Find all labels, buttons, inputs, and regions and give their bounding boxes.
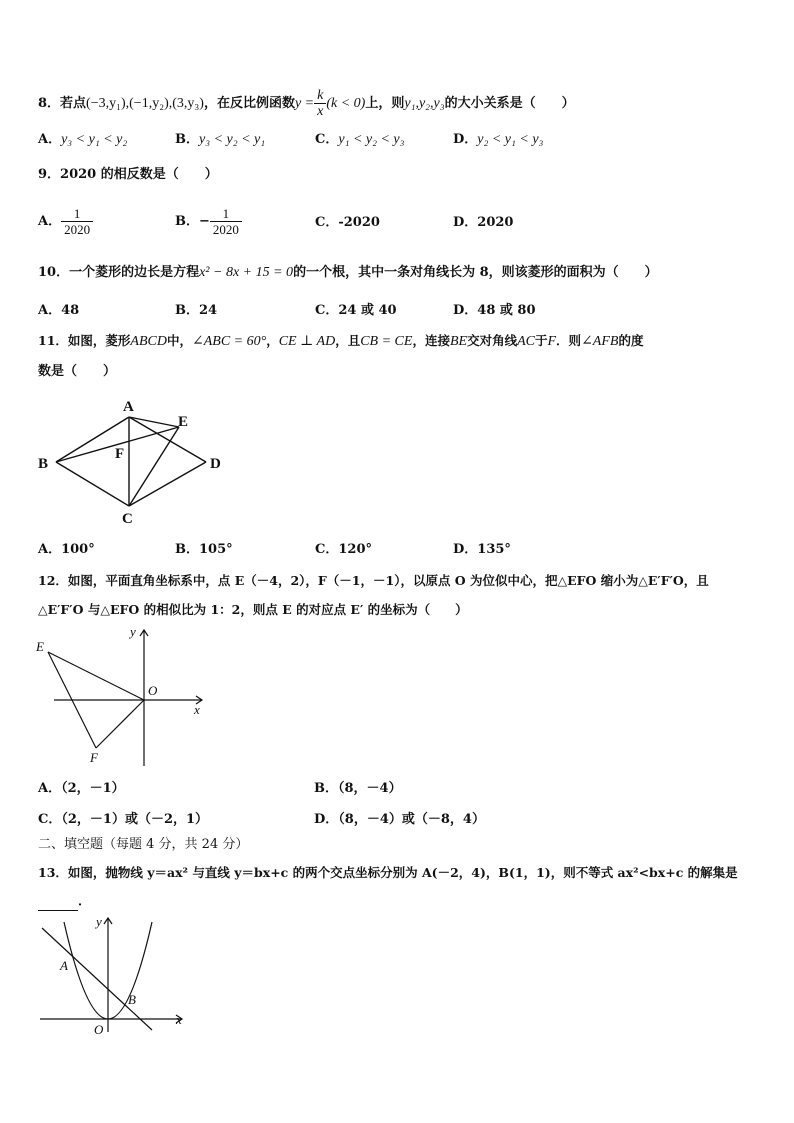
label-c: C <box>122 511 133 527</box>
q9-option-d <box>453 214 513 232</box>
q8-option-a <box>38 131 127 149</box>
label-x: x <box>176 1012 182 1027</box>
option-text: 48 <box>61 303 80 318</box>
option-text: 2020 <box>477 215 514 230</box>
q9-option-b-fraction <box>210 206 242 237</box>
label-f: F <box>90 750 98 765</box>
q11-math: ABCD <box>130 334 167 349</box>
q10-prefix: 10．一个菱形的边长是方程 <box>38 265 200 280</box>
q8-suffix: 上，则 <box>365 96 405 111</box>
option-text: 105° <box>199 542 233 557</box>
option-label: A． <box>38 303 62 318</box>
q11-text: 交对角线 <box>467 333 518 348</box>
q8-vars: y₁,y₂,y₃ <box>404 96 445 111</box>
option-text: （2，－1） <box>61 781 125 796</box>
section-title: 二、填空题（每题 4 分，共 24 分） <box>38 837 249 852</box>
q8-option-d <box>453 131 543 149</box>
option-expr: y₁ < y₂ < y₃ <box>338 132 405 147</box>
q9-option-c <box>315 214 380 232</box>
segment-dc <box>129 462 206 506</box>
q9-option-a-fraction <box>61 206 93 237</box>
q11-text: 11．如图，菱形 <box>38 333 131 348</box>
option-sign: − <box>199 214 210 229</box>
option-text: 24 <box>199 303 218 318</box>
q8-func-cond: (k < 0) <box>326 96 366 111</box>
option-label: D． <box>453 215 478 230</box>
q8-func-den: x <box>314 103 326 119</box>
q12-coordinate-figure <box>34 624 214 770</box>
option-label: B． <box>175 214 199 229</box>
label-f: F <box>115 446 125 462</box>
q11-rhombus-figure <box>36 392 236 528</box>
q9-option-a <box>38 206 93 237</box>
q11-text: 中， <box>166 333 192 348</box>
option-label: C． <box>315 542 339 557</box>
q11-text: ，且 <box>335 333 361 348</box>
q11-math: ∠ABC = 60° <box>191 334 267 349</box>
option-expr: y₃ < y₁ < y₂ <box>61 132 128 147</box>
option-text: 135° <box>477 542 511 557</box>
q11-text: ．则 <box>556 333 582 348</box>
line-through-ab <box>42 928 152 1030</box>
q11-option-d <box>453 541 511 559</box>
option-text: -2020 <box>338 215 380 230</box>
q8-mid: ，在反比例函数 <box>203 96 295 111</box>
q11-math: CB = CE <box>360 334 413 349</box>
label-y: y <box>96 914 102 929</box>
label-o: O <box>94 1022 104 1037</box>
q11-option-c <box>315 541 372 559</box>
q9-stem: 9．2020 的相反数是（ ） <box>38 167 218 182</box>
q11-option-a <box>38 541 95 559</box>
option-label: C． <box>315 215 339 230</box>
option-text: 100° <box>61 542 95 557</box>
q8-points: (−3,y₁),(−1,y₂),(3,y₃) <box>86 96 204 111</box>
option-label: D． <box>453 303 478 318</box>
q11-math: F <box>547 334 557 349</box>
frac-den: 2020 <box>61 221 93 237</box>
q11-math: ∠AFB <box>581 334 619 349</box>
segment-eo <box>48 652 144 700</box>
segment-ad <box>129 417 206 462</box>
q11-option-b <box>175 541 233 559</box>
q13-stem-line1: 13．如图，抛物线 y＝ax² 与直线 y＝bx+c 的两个交点坐标分别为 A(－2，4)，B(1，1)，则不等式 ax²<bx+c 的解集是 <box>38 865 738 880</box>
q11-math: AC <box>517 334 535 349</box>
label-x: x <box>194 702 200 717</box>
label-d: D <box>210 456 221 472</box>
q11-text: 的度 <box>618 333 644 348</box>
label-b: B <box>128 992 136 1007</box>
q10-suffix: 的一个根，其中一条对角线长为 8，则该菱形的面积为（ ） <box>293 265 658 280</box>
label-y: y <box>130 624 136 639</box>
option-text: （8，－4） <box>338 781 402 796</box>
option-label: C． <box>38 812 62 827</box>
q13-stem-line2 <box>38 893 91 911</box>
label-o: O <box>148 683 158 698</box>
frac-num: 1 <box>222 206 230 221</box>
q8-end: 的大小关系是（ ） <box>444 96 575 111</box>
label-b: B <box>38 456 49 472</box>
answer-blank[interactable] <box>38 896 78 911</box>
label-e: E <box>36 639 44 654</box>
option-label: D． <box>314 812 339 827</box>
option-label: A． <box>38 781 62 796</box>
q12-option-c <box>38 811 208 829</box>
q10-option-b <box>175 302 217 320</box>
option-label: D． <box>453 542 478 557</box>
q8-func-lhs: y = <box>294 96 315 111</box>
frac-num: 1 <box>73 206 81 221</box>
q13-end: ． <box>78 894 92 909</box>
option-label: D． <box>453 132 478 147</box>
option-text: 24 或 40 <box>338 303 397 318</box>
option-text: （8，－4）或（－8，4） <box>338 812 485 827</box>
q11-math: CE ⊥ AD <box>278 334 336 349</box>
q11-text: ，连接 <box>412 333 450 348</box>
q13-parabola-figure <box>34 912 194 1042</box>
q11-stem-line1 <box>38 332 643 351</box>
q12-stem-line1: 12．如图，平面直角坐标系中，点 E（－4，2），F（－1，－1），以原点 O 为位似中心，把△EFO 缩小为△E′F′O，且 <box>38 573 709 588</box>
q8-prefix: 8．若点 <box>38 96 87 111</box>
segment-fo <box>96 700 144 748</box>
segment-cb <box>56 462 129 506</box>
option-text: 48 或 80 <box>477 303 536 318</box>
label-a: A <box>60 958 68 973</box>
q8-func-num: k <box>317 88 324 103</box>
option-label: B． <box>314 781 338 796</box>
option-label: C． <box>315 303 339 318</box>
option-text: 120° <box>338 542 372 557</box>
q11-text: 于 <box>534 333 548 348</box>
option-label: B． <box>175 132 199 147</box>
q8-option-b <box>175 131 265 149</box>
q10-option-a <box>38 302 79 320</box>
q8-func-fraction <box>314 88 326 119</box>
option-label: A． <box>38 132 62 147</box>
option-label: B． <box>175 303 199 318</box>
q11-stem-line2: 数是（ ） <box>38 364 117 379</box>
frac-den: 2020 <box>210 221 242 237</box>
label-a: A <box>123 399 134 415</box>
q10-option-c <box>315 302 397 320</box>
q11-math: BE <box>449 334 468 349</box>
option-label: B． <box>175 542 199 557</box>
option-label: A． <box>38 214 62 229</box>
q12-option-a <box>38 780 125 798</box>
option-label: A． <box>38 542 62 557</box>
option-text: （2，－1）或（－2，1） <box>61 812 209 827</box>
q8-stem <box>38 88 575 119</box>
option-expr: y₃ < y₂ < y₁ <box>199 132 266 147</box>
q12-option-b <box>314 780 402 798</box>
q10-option-d <box>453 302 536 320</box>
q11-text: ， <box>266 333 279 348</box>
q8-option-c <box>315 131 405 149</box>
label-e: E <box>178 414 189 430</box>
q12-stem-line2: △E′F′O 与△EFO 的相似比为 1：2，则点 E 的对应点 E′ 的坐标为（ ） <box>38 602 468 617</box>
q12-option-d <box>314 811 485 829</box>
q10-stem <box>38 264 658 282</box>
q9-option-b <box>175 206 242 237</box>
option-expr: y₂ < y₁ < y₃ <box>477 132 544 147</box>
option-label: C． <box>315 132 339 147</box>
q10-equation: x² − 8x + 15 = 0 <box>199 265 294 280</box>
